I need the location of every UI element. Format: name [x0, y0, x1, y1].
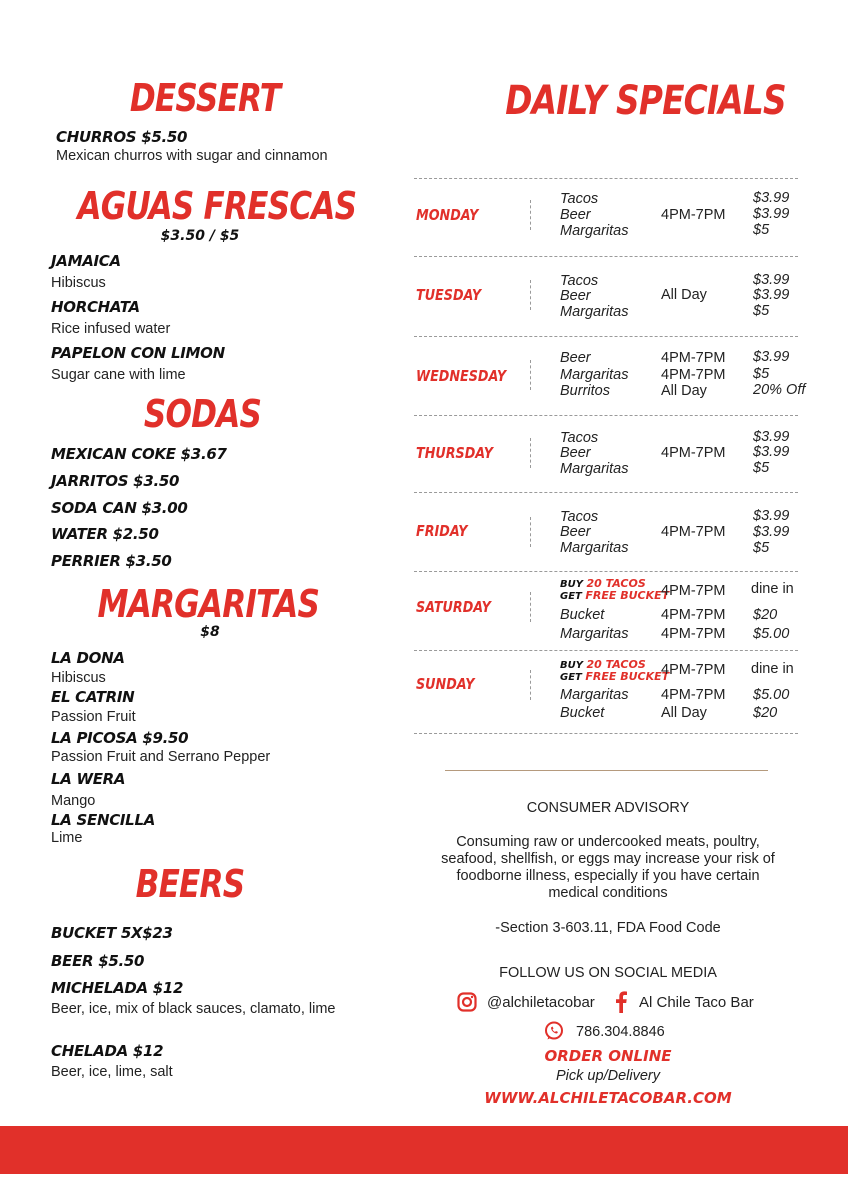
beer-item: BEER $5.50 [51, 952, 145, 970]
section-rule [445, 770, 768, 771]
special-price: $5 [753, 540, 770, 556]
special-item: Margaritas [560, 626, 629, 642]
divider [414, 571, 798, 572]
special-price: $3.99 [753, 287, 790, 303]
la-picosa-desc: Passion Fruit and Serrano Pepper [51, 749, 271, 765]
social-title: FOLLOW US ON SOCIAL MEDIA [499, 965, 717, 981]
special-item: Margaritas [560, 687, 629, 703]
el-catrin-desc: Passion Fruit [51, 709, 136, 725]
promo-get: GET [560, 591, 582, 602]
special-item: Beer [560, 524, 591, 540]
special-item: Margaritas [560, 540, 629, 556]
special-price: 20% Off [753, 382, 806, 398]
day-monday: MONDAY [416, 206, 479, 224]
special-item: Beer [560, 207, 591, 223]
special-price: $3.99 [753, 508, 790, 524]
column-separator [530, 200, 531, 230]
promo-free: FREE BUCKET [585, 589, 670, 602]
margaritas-heading: MARGARITAS [97, 582, 320, 626]
soda-item: JARRITOS $3.50 [51, 472, 180, 490]
la-sencilla-item: LA SENCILLA [51, 811, 156, 829]
special-price: $20 [753, 607, 778, 623]
papelon-item: PAPELON CON LIMON [51, 344, 225, 362]
special-time: 4PM-7PM [661, 524, 726, 540]
special-price: $20 [753, 705, 778, 721]
la-sencilla-desc: Lime [51, 830, 83, 846]
column-separator [530, 280, 531, 310]
special-price: $3.99 [753, 524, 790, 540]
papelon-desc: Sugar cane with lime [51, 367, 186, 383]
soda-item: MEXICAN COKE $3.67 [51, 445, 227, 463]
churros-desc: Mexican churros with sugar and cinnamon [56, 148, 328, 164]
column-separator [530, 517, 531, 547]
la-wera-desc: Mango [51, 793, 96, 809]
dessert-heading: DESSERT [129, 76, 281, 120]
michelada-item: MICHELADA $12 [51, 979, 184, 997]
special-item: Margaritas [560, 223, 629, 239]
advisory-title: CONSUMER ADVISORY [526, 800, 690, 816]
special-price: $3.99 [753, 349, 790, 365]
special-price: $5 [753, 222, 770, 238]
special-time: 4PM-7PM [661, 583, 726, 599]
jamaica-item: JAMAICA [51, 252, 121, 270]
special-item: Margaritas [560, 304, 629, 320]
promo-buy-tacos [560, 659, 669, 683]
beers-heading: BEERS [135, 862, 245, 906]
soda-item: PERRIER $3.50 [51, 552, 172, 570]
day-tuesday: TUESDAY [416, 286, 482, 304]
jamaica-desc: Hibiscus [51, 275, 106, 291]
promo-buy: BUY [560, 579, 583, 590]
special-item: Margaritas [560, 461, 629, 477]
special-time: All Day [661, 383, 707, 399]
promo-buy-tacos [560, 578, 669, 602]
special-time: All Day [661, 705, 707, 721]
soda-item: SODA CAN $3.00 [51, 499, 188, 517]
website-link[interactable]: WWW.ALCHILETACOBAR.COM [484, 1089, 732, 1107]
day-thursday: THURSDAY [416, 444, 493, 462]
special-item: Margaritas [560, 367, 629, 383]
la-picosa-item: LA PICOSA $9.50 [51, 729, 189, 747]
special-time: 4PM-7PM [661, 662, 726, 678]
divider [414, 650, 798, 651]
special-item: Bucket [560, 607, 605, 623]
el-catrin-item: EL CATRIN [51, 688, 135, 706]
special-price: $3.99 [753, 429, 790, 445]
footer-bar [0, 1126, 848, 1174]
special-item: Tacos [560, 430, 599, 446]
special-price: $3.99 [753, 444, 790, 460]
instagram-handle[interactable]: @alchiletacobar [487, 994, 595, 1011]
horchata-item: HORCHATA [51, 298, 140, 316]
pickup-delivery: Pick up/Delivery [556, 1068, 660, 1084]
special-time: 4PM-7PM [661, 607, 726, 623]
advisory-line: seafood, shellfish, or eggs may increase your risk of [441, 851, 775, 867]
promo-buy: BUY [560, 660, 583, 671]
special-price: $3.99 [753, 190, 790, 206]
special-price: $3.99 [753, 272, 790, 288]
column-separator [530, 438, 531, 468]
special-item: Tacos [560, 273, 599, 289]
special-time: 4PM-7PM [661, 687, 726, 703]
special-price: $5 [753, 366, 770, 382]
advisory-line: Consuming raw or undercooked meats, poultry, [456, 834, 760, 850]
special-time: 4PM-7PM [661, 207, 726, 223]
churros-item: CHURROS $5.50 [56, 128, 188, 146]
facebook-icon[interactable] [614, 991, 628, 1013]
special-item: Tacos [560, 509, 599, 525]
divider [414, 492, 798, 493]
divider [414, 336, 798, 337]
special-time: 4PM-7PM [661, 350, 726, 366]
order-online-link[interactable]: ORDER ONLINE [544, 1047, 672, 1065]
divider [414, 256, 798, 257]
special-item: Beer [560, 350, 591, 366]
special-price: $5 [753, 460, 770, 476]
chelada-item: CHELADA $12 [51, 1042, 164, 1060]
advisory-line: foodborne illness, especially if you have certain [456, 868, 760, 884]
special-price: $5.00 [753, 626, 790, 642]
day-wednesday: WEDNESDAY [416, 367, 507, 385]
advisory-line: medical conditions [548, 885, 668, 901]
instagram-icon[interactable] [457, 992, 477, 1012]
special-price: dine in [751, 581, 794, 597]
sodas-heading: SODAS [143, 392, 262, 436]
day-saturday: SATURDAY [416, 598, 491, 616]
special-item: Bucket [560, 705, 605, 721]
la-dona-desc: Hibiscus [51, 670, 106, 686]
facebook-page[interactable]: Al Chile Taco Bar [639, 994, 754, 1011]
promo-free: FREE BUCKET [585, 670, 670, 683]
whatsapp-icon[interactable] [544, 1021, 564, 1041]
column-separator [530, 592, 531, 622]
michelada-desc: Beer, ice, mix of black sauces, clamato, lime [51, 1001, 336, 1017]
special-price: dine in [751, 661, 794, 677]
special-time: All Day [661, 287, 707, 303]
promo-qty: 20 TACOS [586, 577, 646, 590]
margaritas-price: $8 [200, 624, 220, 640]
special-time: 4PM-7PM [661, 367, 726, 383]
divider [414, 178, 798, 179]
special-item: Tacos [560, 191, 599, 207]
aguas-price: $3.50 / $5 [160, 228, 240, 244]
aguas-frescas-heading: AGUAS FRESCAS [77, 184, 357, 228]
horchata-desc: Rice infused water [51, 321, 171, 337]
day-friday: FRIDAY [416, 522, 468, 540]
divider [414, 733, 798, 734]
divider [414, 415, 798, 416]
special-price: $5 [753, 303, 770, 319]
bucket-item: BUCKET 5X$23 [51, 924, 173, 942]
special-price: $5.00 [753, 687, 790, 703]
day-sunday: SUNDAY [416, 675, 475, 693]
column-separator [530, 670, 531, 700]
special-item: Beer [560, 445, 591, 461]
soda-item: WATER $2.50 [51, 525, 159, 543]
whatsapp-number[interactable]: 786.304.8846 [576, 1024, 665, 1040]
chelada-desc: Beer, ice, lime, salt [51, 1064, 173, 1080]
promo-get: GET [560, 672, 582, 683]
column-separator [530, 360, 531, 390]
la-dona-item: LA DONA [51, 649, 125, 667]
advisory-source: -Section 3-603.11, FDA Food Code [495, 920, 721, 936]
special-item: Burritos [560, 383, 610, 399]
special-time: 4PM-7PM [661, 626, 726, 642]
daily-specials-heading: DAILY SPECIALS [505, 78, 786, 124]
advisory-text [410, 834, 806, 902]
special-item: Beer [560, 288, 591, 304]
la-wera-item: LA WERA [51, 770, 126, 788]
promo-qty: 20 TACOS [586, 658, 646, 671]
special-price: $3.99 [753, 206, 790, 222]
special-time: 4PM-7PM [661, 445, 726, 461]
